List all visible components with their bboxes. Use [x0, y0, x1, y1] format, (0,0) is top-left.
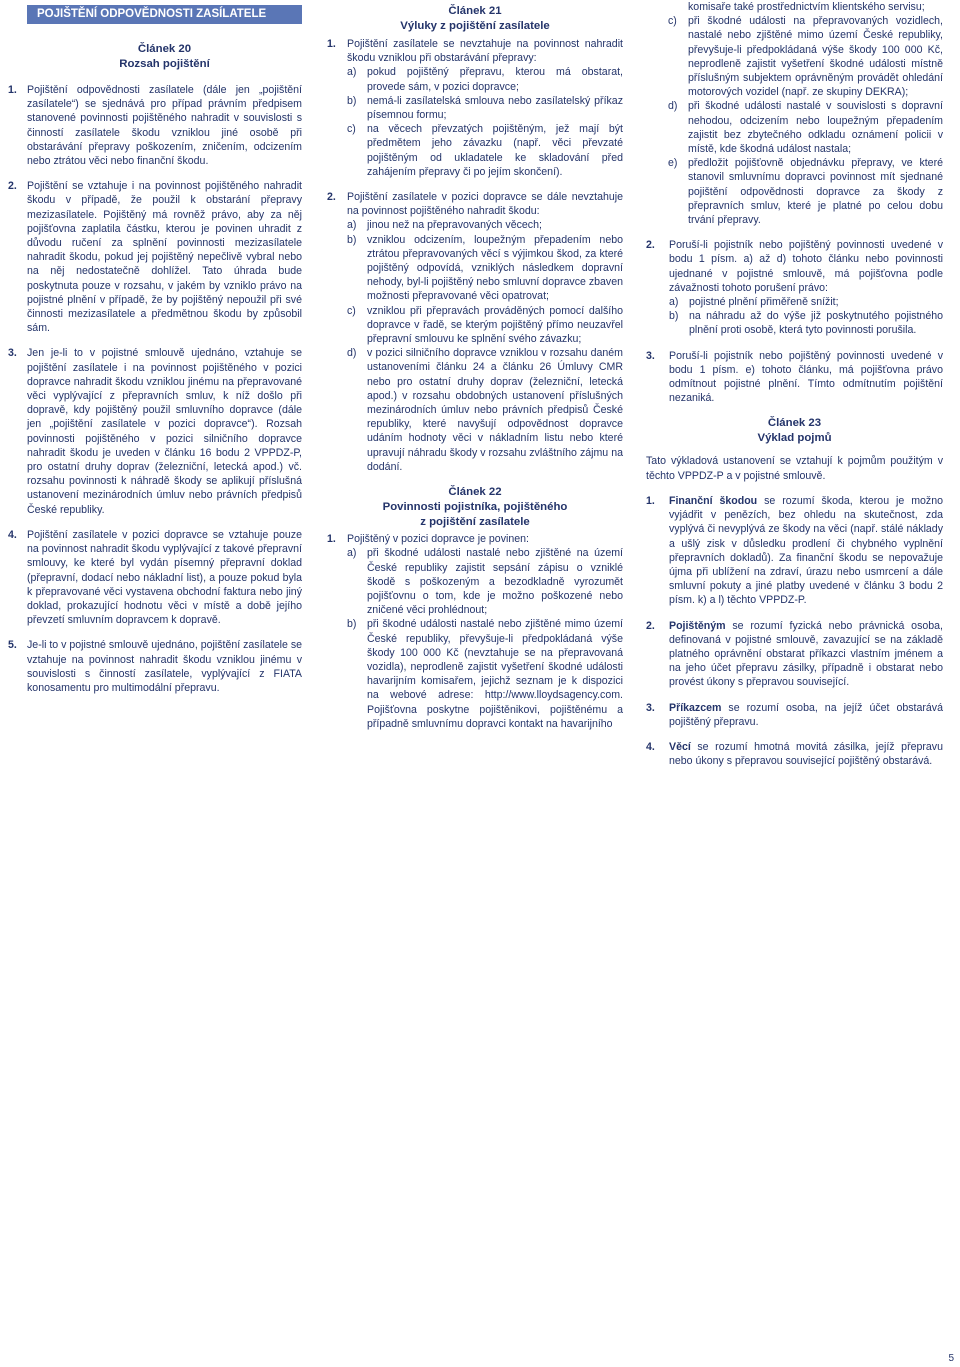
art22-paragraph-3 [646, 349, 943, 406]
art22-p1-list-continued [646, 14, 943, 227]
definition-2 [646, 619, 943, 690]
paragraph-text: Je-li to v pojistné smlouvě ujednáno, pojištění zasílatele se vztahuje na povinnost nahradit škodu vzniklou jinému v souvislosti s činností zasílatele, vyplývající z FIATA konosamentu pro multimodální přepravu. [27, 639, 303, 694]
paragraph-lead: Poruší-li pojistník nebo pojištěný povinnosti uvedené v bodu 1 písm. a) až d) tohoto článku nebo povinnosti ujednané v pojistné smlouvě, má pojišťovna podle závažnosti tohoto porušení právo: [669, 239, 943, 294]
article-22-subtitle-line-1: Povinnosti pojistníka, pojištěného [382, 501, 568, 514]
art20-paragraph-2 [8, 179, 302, 335]
definition-text: se rozumí osoba, na jejíž účet obstarává pojištěný přepravu. [669, 701, 943, 728]
item-text: vzniklou při přepravách prováděných pomocí dalšího dopravce v řadě, se kterým pojištěný přímo neuzavřel přepravní smlouvu ke splnění svého závazku; [367, 304, 623, 346]
definition-number: 3. [646, 701, 655, 714]
column-1 [8, 0, 303, 706]
art20-paragraph-1 [8, 83, 302, 168]
paragraph-number: 2. [327, 191, 336, 204]
item-text: pokud pojištěný přepravu, kterou má obstarat, provede sám, v pozici dopravce; [367, 66, 623, 93]
art21-paragraph-1 [327, 37, 623, 179]
list-item [347, 617, 623, 731]
column-3 [646, 0, 943, 779]
item-text: pojistné plnění přiměřeně snížit; [689, 296, 839, 309]
art21-paragraph-2 [327, 190, 623, 474]
article-21-subtitle: Výluky z pojištění zasílatele [400, 20, 550, 32]
paragraph-number: 5. [8, 639, 17, 652]
art20-paragraph-5 [8, 638, 303, 695]
item-label: c) [347, 123, 356, 136]
item-label: a) [347, 219, 357, 232]
item-text: na náhradu až do výše již poskytnutého pojistného plnění proti osobě, která tyto povinnosti porušila. [689, 310, 943, 337]
paragraph-number: 1. [8, 84, 17, 96]
list-item [347, 218, 623, 232]
paragraph-lead: Pojištění zasílatele se nevztahuje na povinnost nahradit škodu vzniklou při obstarávání přepravy: [347, 38, 623, 65]
paragraph-text: Pojištění zasílatele v pozici dopravce se vztahuje pouze na povinnost nahradit škodu vyplývající z takové přepravní smlouvy, ke které byl vydán písemný přepravní doklad (přepravní, dodací nebo nákladní list), a pouze pokud byla k přepravované věci vystavena obchodní faktura nebo jiný doklad, prokazující hodnotu věci v místě a době jejího převzetí smluvním dopravcem k dopravě. [27, 528, 302, 627]
item-label: c) [668, 15, 677, 28]
item-text: předložit pojišťovně objednávku přepravy, ve které stanovil smluvnímu dopravci povinnost mít sjednané pojištění odpovědnosti dopravce za škody z přepravních smluv, které je platné po celou dobu trvání přepravy. [688, 157, 943, 227]
item-label: d) [668, 100, 678, 113]
article-20-heading [27, 42, 302, 72]
item-text: na věcech převzatých pojištěným, jež mají být předmětem jeho závazku (např. věci převzaté pojištěným od ukladatele ke skladování před zahájením přepravy či po jejím skončení). [367, 123, 623, 178]
definition-term: Věcí [669, 740, 691, 753]
paragraph-number: 2. [646, 239, 655, 252]
item-label: b) [669, 310, 679, 323]
definition-3 [646, 701, 943, 729]
definition-term: Finanční škodou [669, 494, 758, 507]
definition-number: 1. [646, 494, 655, 507]
paragraph-number: 1. [327, 533, 336, 546]
item-label: a) [669, 296, 679, 309]
item-label: b) [347, 618, 357, 631]
art20-paragraph-4 [8, 528, 302, 627]
paragraph-number: 1. [327, 38, 336, 50]
article-20-subtitle: Rozsah pojištění [119, 58, 210, 70]
paragraph-lead: Pojištění zasílatele v pozici dopravce se dále nevztahuje na povinnost pojištěného nahradit škodu: [347, 191, 623, 218]
paragraph-number: 3. [8, 347, 17, 360]
art22-p1-list [347, 546, 623, 731]
item-text: vzniklou odcizením, loupežným přepadením nebo ztrátou přepravovaných věcí s výjimkou škod, za které pojištěný odpovídá, vzniklých následkem dopravní nehody, byl-li pojištěný nebo smluvní dopravce zbaven možnosti přepravované věci opatrovat; [367, 233, 623, 303]
list-item [347, 122, 623, 179]
definition-text: se rozumí hmotná movitá zásilka, jejíž přepravu nebo úkony s přepravou související pojištěný obstarává. [669, 740, 943, 768]
list-item [347, 304, 623, 347]
paragraph-lead: Pojištěný v pozici dopravce je povinen: [347, 533, 529, 546]
paragraph-number: 4. [8, 528, 17, 541]
item-label: a) [347, 547, 357, 560]
paragraph-text: Jen je-li to v pojistné smlouvě ujednáno, vztahuje se pojištění zasílatele i na povinnost pojištěného v pozici dopravce nahradit škodu vzniklou jinému na přepravované věci vyplývající z přepravních smluv, k níž došlo při dopravě, kdy pojištěný použil smluvního dopravce (dále jen „pojištění zasílatele v pozici dopravce“). Rozsah povinnosti pojištěného v pozici silničního dopravce nahradit škodu je uveden v článku 16 bodu 2 VPPDZ-P, pro ostatní druhy doprav (železniční, letecká apod.) vč. rozsahu povinnosti k náhradě škody se aplikují příslušná ustanovení mezinárodních úmluv nebo právních předpisů České republiky. [27, 347, 302, 516]
item-text: při škodné události na přepravovaných vozidlech, nastalé nebo zjištěné mimo území České republiky, převyšuje-li předpokládaná výše škody 100 000 Kč, neprodleně zajistit vyšetření škodné události místně příslušným subjektem oprávněným provádět ohledání motorových vozidel (např. ze skupiny DEKRA); [688, 15, 943, 99]
article-23-subtitle: Výklad pojmů [757, 432, 832, 445]
art22-paragraph-1 [327, 532, 623, 731]
art21-p1-list [347, 65, 623, 179]
article-23-title: Článek 23 [767, 417, 822, 430]
list-item [347, 65, 623, 93]
item-text: jinou než na přepravovaných věcech; [367, 219, 542, 232]
article-20-title: Článek 20 [137, 43, 192, 55]
definition-text: se rozumí fyzická nebo právnická osoba, definovaná v pojistné smlouvě, zavazující se na základě platného oprávnění obstarat příkazci vlastním jménem a na jeho účet přepravu zásilky, případně i obstarat nebo provést úkony s přepravou související. [669, 619, 943, 689]
item-text: při škodné události nastalé nebo zjištěné na území České republiky zajistit sepsání zápisu o vzniklé škodě s poškozeným a bezodkladně vyrozumět pojišťovnu o tom, kde je možno poškozené nebo zničené věci prohlédnout; [367, 547, 623, 617]
article-22-heading [327, 485, 623, 530]
definition-number: 2. [646, 619, 655, 632]
item-label: b) [347, 94, 357, 107]
section-banner: POJIŠTĚNÍ ODPOVĚDNOSTI ZASÍLATELE [27, 5, 302, 24]
list-item [668, 14, 943, 99]
paragraph-text: Pojištění se vztahuje i na povinnost pojištěného nahradit škodu v případě, že použil k obstarání přepravy mezizasílatele. Pojištěný má rovněž právo, aby za něj pojišťovna zaplatila částku, kterou je povinen uhradit z důvodu ručení za splnění povinnosti mezizasílatele nahradit škodu, pokud jej pojištěný nepečlivě vybral nebo na něj nedostatečně dohlížel. Tato úhrada bude poskytnuta pouze v rozsahu, v jakém by vzniklo právo na pojistné plnění v případě, že by pojištěný nepoužil při své činnosti mezizasílatele a předmětnou škodu by způsobil sám. [27, 180, 302, 335]
item-text: nemá-li zasílatelská smlouva nebo zasílatelský příkaz písemnou formu; [367, 94, 623, 122]
list-item [668, 156, 943, 227]
item-text: při škodné události nastalé nebo zjištěné mimo území České republiky, převyšuje-li předpokládaná výše škody 100 000 Kč (nevztahuje se na přepravovaná vozidla), neprodleně zajistit vyšetření škodné události havarijním komisařem, jejichž seznam je k dispozici na webové adrese: http://www.lloydsagency.com. Pojišťovna poskytne pojištěnikovi, pojištěnému a případně smluvnímu dopravci kontakt na havarijního [367, 618, 623, 730]
item-label: a) [347, 66, 357, 79]
definition-1 [646, 494, 943, 608]
list-item [347, 94, 623, 122]
definition-4 [646, 740, 943, 768]
paragraph-number: 2. [8, 180, 17, 193]
item-label: e) [668, 157, 678, 170]
article-21-heading [327, 4, 623, 34]
definition-term: Pojištěným [669, 619, 726, 632]
article-22-title: Článek 22 [448, 486, 502, 499]
column-2 [327, 0, 623, 742]
article-21-title: Článek 21 [448, 5, 502, 17]
art20-paragraph-3 [8, 346, 302, 516]
list-item [347, 546, 623, 617]
list-item [347, 233, 623, 304]
paragraph-number: 3. [646, 349, 655, 362]
item-label: c) [347, 304, 356, 317]
art22-p2-list [669, 295, 943, 338]
art22-paragraph-2 [646, 238, 943, 337]
list-item [668, 99, 943, 156]
definition-term: Příkazcem [669, 701, 722, 714]
item-text: při škodné události nastalé v souvislosti s dopravní nehodou, odcizením nebo loupežným přepadením zajistit bez zbytečného odkladu oznámení policii v místě, kde škodná událost nastala; [688, 100, 943, 156]
item-label: d) [347, 347, 357, 360]
item-text: v pozici silničního dopravce vzniklou v rozsahu daném ustanoveními článku 24 a článku 26 Úmluvy CMR nebo pro ostatní druhy doprav (železniční, letecká apod.) v rozsahu obdobných ustanovení příslušných mezinárodních úmluv nebo právních předpisů České republiky, které navyšují odpovědnost dopravce udáním hodnoty věci v nákladním listu nebo které upravují náhradu škody v rozsahu zvláštního zájmu na dodání. [367, 347, 623, 473]
article-22-subtitle-line-2: z pojištění zasílatele [420, 516, 530, 529]
art23-intro: Tato výkladová ustanovení se vztahují k pojmům použitým v těchto VPPDZ-P a v pojistné smlouvě. [646, 455, 943, 482]
definition-text: se rozumí škoda, kterou je možno vyjádřit v penězích, bez ohledu na skutečnost, zda vyplývá či nevyplývá ze škody na věci (např. stálé náklady a ušlý zisk v důsledku prodlení či chybného vyplnění přepravních dokladů). Za finanční škodu se nepovažuje újma při ublížení na zdraví, úrazu nebo usmrcení a dále smluvní pokuty a jiné platby uvedené v článku 3 bodu 2 písm. k) a l) těchto VPPDZ-P. [669, 494, 943, 607]
paragraph-text: Pojištění odpovědnosti zasílatele (dále jen „pojištění zasílatele“) se sjednává pro případ právním předpisem stanovené povinnosti pojištěného nahradit v souvislosti s činností zasílatele škodu vzniklou jiné osobě při obstarávání přepravy poškozením, zničením, odcizením nebo ztrátou věci nebo finanční škodu. [27, 84, 302, 168]
art21-p2-list [347, 218, 623, 474]
list-item [669, 309, 943, 337]
page-number: 5 [948, 1353, 954, 1364]
list-item [669, 295, 943, 309]
article-23-heading [646, 416, 943, 446]
definition-number: 4. [646, 740, 655, 753]
continued-text: komisaře také prostřednictvím klientského servisu; [688, 1, 925, 13]
paragraph-text: Poruší-li pojistník nebo pojištěný povinnosti uvedené v bodu 1 písm. e) tohoto článku, má pojišťovna právo odmítnout pojistné plnění. Tímto odmítnutím pojištění nezaniká. [669, 349, 943, 405]
item-label: b) [347, 233, 357, 246]
list-item [347, 346, 623, 474]
